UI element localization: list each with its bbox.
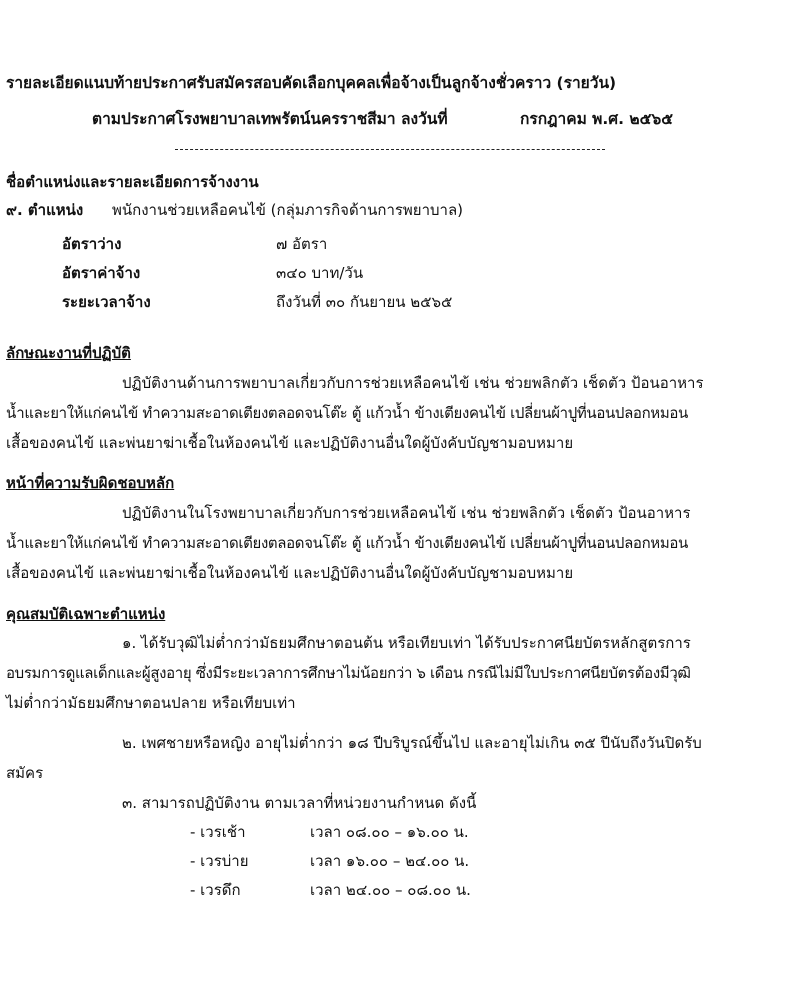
- detail-label-wage: อัตราค่าจ้าง: [62, 264, 141, 282]
- position-item-name: พนักงานช่วยเหลือคนไข้ (กลุ่มภารกิจด้านการพยาบาล): [112, 201, 464, 219]
- responsibilities-heading: หน้าที่ความรับผิดชอบหลัก: [6, 474, 175, 492]
- qualification-1-line-3: ไม่ต่ำกว่ามัธยมศึกษาตอนปลาย หรือเทียบเท่า: [6, 694, 296, 712]
- header-title-line1: รายละเอียดแนบท้ายประกาศรับสมัครสอบคัดเลือกบุคคลเพื่อจ้างเป็นลูกจ้างชั่วคราว (รายวัน): [6, 74, 617, 92]
- duties-heading: ลักษณะงานที่ปฏิบัติ: [6, 344, 131, 362]
- duties-line-1: ปฏิบัติงานด้านการพยาบาลเกี่ยวกับการช่วยเหลือคนไข้ เช่น ช่วยพลิกตัว เช็ดตัว ป้อนอาหาร: [122, 374, 704, 392]
- qualification-1-line-2: อบรมการดูแลเด็กและผู้สูงอายุ ซึ่งมีระยะเวลาการศึกษาไม่น้อยกว่า ๖ เดือน กรณีไม่มีใบประกาศนียบัตรต้องมีวุฒิ: [6, 664, 691, 682]
- shift-afternoon-time: เวลา ๑๖.๐๐ – ๒๔.๐๐ น.: [310, 852, 470, 870]
- qualification-2-line-1: ๒. เพศชายหรือหญิง อายุไม่ต่ำกว่า ๑๘ ปีบริบูรณ์ขึ้นไป และอายุไม่เกิน ๓๕ ปีนับถึงวันปิดรับ: [122, 734, 702, 752]
- responsibilities-line-3: เสื้อของคนไข้ และพ่นยาฆ่าเชื้อในห้องคนไข้ และปฏิบัติงานอื่นใดผู้บังคับบัญชามอบหมาย: [6, 564, 574, 582]
- position-section-title: ชื่อตำแหน่งและรายละเอียดการจ้างงาน: [6, 173, 259, 191]
- shift-night-time: เวลา ๒๔.๐๐ – ๐๘.๐๐ น.: [310, 881, 471, 899]
- responsibilities-line-1: ปฏิบัติงานในโรงพยาบาลเกี่ยวกับการช่วยเหลือคนไข้ เช่น ช่วยพลิกตัว เช็ดตัว ป้อนอาหาร: [122, 504, 691, 522]
- shift-morning-time: เวลา ๐๘.๐๐ – ๑๖.๐๐ น.: [310, 823, 469, 841]
- shift-night-name: - เวรดึก: [190, 881, 241, 899]
- qualification-2-line-2: สมัคร: [6, 764, 44, 782]
- detail-value-vacancy: ๗ อัตรา: [276, 235, 328, 253]
- duties-line-2: น้ำและยาให้แก่คนไข้ ทำความสะอาดเตียงตลอดจนโต๊ะ ตู้ แก้วน้ำ ข้างเตียงคนไข้ เปลี่ยนผ้าปูที่นอนปลอกหมอน: [6, 404, 688, 422]
- detail-label-duration: ระยะเวลาจ้าง: [62, 293, 151, 311]
- shift-afternoon-name: - เวรบ่าย: [190, 852, 249, 870]
- header-title-line2b: กรกฎาคม พ.ศ. ๒๕๖๕: [520, 110, 673, 128]
- responsibilities-line-2: น้ำและยาให้แก่คนไข้ ทำความสะอาดเตียงตลอดจนโต๊ะ ตู้ แก้วน้ำ ข้างเตียงคนไข้ เปลี่ยนผ้าปูที่นอนปลอกหมอน: [6, 534, 688, 552]
- detail-label-vacancy: อัตราว่าง: [62, 235, 122, 253]
- qualifications-heading: คุณสมบัติเฉพาะตำแหน่ง: [6, 605, 166, 623]
- header-title-line2a: ตามประกาศโรงพยาบาลเทพรัตน์นครราชสีมา ลงวันที่: [92, 110, 448, 128]
- position-item-prefix: ๙. ตำแหน่ง: [6, 201, 84, 219]
- shift-morning-name: - เวรเช้า: [190, 823, 246, 841]
- detail-value-wage: ๓๔๐ บาท/วัน: [276, 264, 364, 282]
- qualification-3-line: ๓. สามารถปฏิบัติงาน ตามเวลาที่หน่วยงานกำหนด ดังนี้: [122, 794, 477, 812]
- detail-value-duration: ถึงวันที่ ๓๐ กันยายน ๒๕๖๕: [276, 293, 453, 311]
- duties-line-3: เสื้อของคนไข้ และพ่นยาฆ่าเชื้อในห้องคนไข้ และปฏิบัติงานอื่นใดผู้บังคับบัญชามอบหมาย: [6, 434, 574, 452]
- qualification-1-line-1: ๑. ได้รับวุฒิไม่ต่ำกว่ามัธยมศึกษาตอนต้น หรือเทียบเท่า ได้รับประกาศนียบัตรหลักสูตรการ: [122, 634, 691, 652]
- header-divider: [175, 149, 605, 150]
